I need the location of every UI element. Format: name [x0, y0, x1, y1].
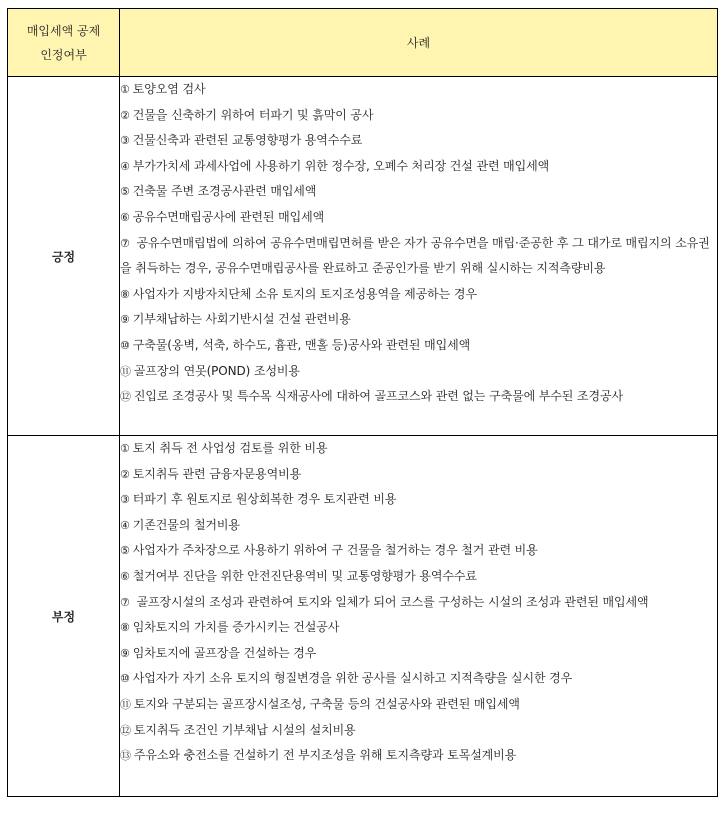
item-number: ③ — [120, 134, 130, 148]
list-item — [120, 359, 717, 385]
header-deduction-status-line2: 인정여부 — [40, 47, 87, 62]
item-text: 토양오염 검사 — [132, 82, 206, 96]
list-item — [120, 590, 717, 616]
header-deduction-status — [8, 9, 120, 77]
item-text: 철거여부 진단을 위한 안전진단용역비 및 교통영향평가 용역수수료 — [132, 568, 477, 583]
item-text: 구축물(옹벽, 석축, 하수도, 흄관, 맨홀 등)공사와 관련된 매입세액 — [132, 337, 471, 352]
item-number: ⑬ — [120, 749, 131, 763]
item-text: 건축물 주변 조경공사관련 매입세액 — [132, 184, 317, 199]
item-text: 임차토지의 가치를 증가시키는 건설공사 — [132, 620, 340, 635]
item-number: ② — [120, 108, 130, 122]
item-text: 토지 취득 전 사업성 검토를 위한 비용 — [132, 441, 328, 455]
list-item — [120, 154, 717, 180]
item-number: ⑨ — [120, 313, 130, 327]
list-item — [120, 333, 717, 359]
header-deduction-status-line1: 매입세액 공제 — [26, 23, 101, 38]
list-item — [120, 692, 717, 718]
input-vat-deduction-table — [7, 8, 718, 797]
item-number: ⑫ — [120, 723, 131, 737]
item-text: 골프장의 연못(POND) 조성비용 — [133, 363, 300, 378]
item-number: ⑥ — [120, 210, 130, 224]
list-item — [120, 641, 717, 667]
item-text: 토지취득 조건인 기부채납 시설의 설치비용 — [133, 722, 356, 737]
item-number: ④ — [120, 518, 130, 532]
item-text: 임차토지에 골프장을 건설하는 경우 — [132, 645, 317, 660]
list-item — [120, 282, 717, 308]
list-item — [120, 615, 717, 641]
item-number: ⑩ — [120, 338, 130, 352]
table-row-positive — [8, 77, 718, 436]
item-number: ① — [120, 83, 130, 96]
list-item — [120, 77, 717, 103]
item-number: ⑪ — [120, 364, 131, 378]
list-item — [120, 231, 717, 282]
list-item — [120, 436, 717, 462]
list-item — [120, 487, 717, 513]
item-text: 사업자가 주차장으로 사용하기 위하여 구 건물을 철거하는 경우 철거 관련 비용 — [132, 543, 538, 558]
item-text: 사업자가 자기 소유 토지의 형질변경을 위한 공사를 실시하고 지적측량을 실시한 경우 — [132, 671, 573, 686]
item-text: 골프장시설의 조성과 관련하여 토지와 일체가 되어 코스를 구성하는 시설의 조성과 관련된 매입세액 — [132, 594, 649, 609]
item-text: 공유수면매립법에 의하여 공유수면매립면허를 받은 자가 공유수면을 매립·준공한 후 그 대가로 매립지의 소유권을 취득하는 경우, 공유수면매립공사를 완료하고 준공인가를 받기 위해 실시하는 지적측량비용 — [120, 235, 710, 276]
list-item — [120, 205, 717, 231]
item-number: ⑤ — [120, 544, 130, 558]
list-item — [120, 179, 717, 205]
table-row-negative — [8, 436, 718, 797]
item-number: ⑧ — [120, 287, 130, 301]
case-list-positive — [120, 77, 718, 436]
item-number: ⑩ — [120, 672, 130, 686]
item-number: ⑪ — [120, 697, 131, 711]
item-text: 토지와 구분되는 골프장시설조성, 구축물 등의 건설공사와 관련된 매입세액 — [133, 696, 520, 711]
item-text: 부가가치세 과세사업에 사용하기 위한 정수장, 오폐수 처리장 건설 관련 매입세액 — [132, 158, 550, 173]
item-number: ③ — [120, 493, 130, 507]
item-number: ② — [120, 467, 130, 481]
list-item — [120, 718, 717, 744]
item-text: 주유소와 충전소를 건설하기 전 부지조성을 위해 토지측량과 토목설계비용 — [133, 748, 517, 763]
list-item — [120, 743, 717, 769]
item-number: ① — [120, 442, 130, 455]
header-cases: 사례 — [120, 9, 718, 77]
item-number: ④ — [120, 159, 130, 173]
header-row — [8, 9, 718, 77]
item-text: 진입로 조경공사 및 특수목 식재공사에 대하여 골프코스와 관련 없는 구축물에 부수된 조경공사 — [133, 389, 623, 404]
item-number: ⑦ — [120, 595, 130, 609]
list-item — [120, 384, 717, 410]
item-number: ⑦ — [120, 236, 130, 250]
item-text: 건물신축과 관련된 교통영향평가 용역수수료 — [132, 133, 363, 148]
list-item — [120, 513, 717, 539]
item-number: ⑧ — [120, 621, 130, 635]
list-item — [120, 666, 717, 692]
item-text: 토지취득 관련 금융자문용역비용 — [132, 466, 302, 481]
list-item — [120, 564, 717, 590]
list-item — [120, 128, 717, 154]
row-label-negative: 부정 — [8, 436, 120, 797]
row-label-positive: 긍정 — [8, 77, 120, 436]
list-item — [120, 103, 717, 129]
item-number: ⑫ — [120, 390, 131, 404]
list-item — [120, 538, 717, 564]
item-text: 건물을 신축하기 위하여 터파기 및 흙막이 공사 — [132, 107, 374, 122]
item-text: 터파기 후 원토지로 원상회복한 경우 토지관련 비용 — [132, 492, 397, 507]
list-item — [120, 307, 717, 333]
item-number: ⑨ — [120, 646, 130, 660]
item-text: 기존건물의 철거비용 — [132, 517, 240, 532]
item-text: 공유수면매립공사에 관련된 매입세액 — [132, 209, 325, 224]
item-number: ⑥ — [120, 569, 130, 583]
item-text: 사업자가 지방자치단체 소유 토지의 토지조성용역을 제공하는 경우 — [132, 286, 477, 301]
list-item — [120, 462, 717, 488]
item-number: ⑤ — [120, 185, 130, 199]
item-text: 기부채납하는 사회기반시설 건설 관련비용 — [132, 312, 351, 327]
case-list-negative — [120, 436, 718, 797]
